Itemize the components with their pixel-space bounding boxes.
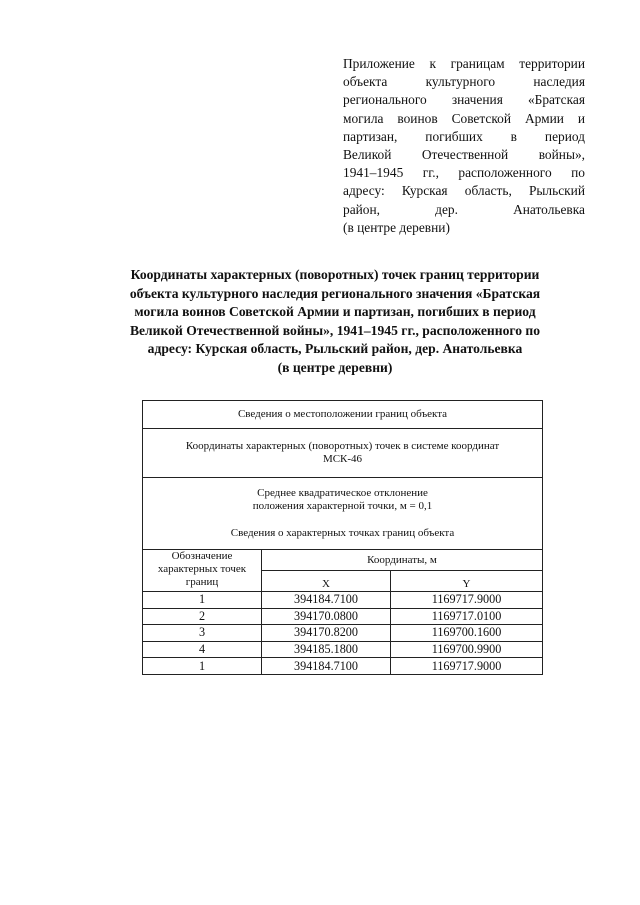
x-header: X <box>262 571 391 592</box>
accuracy-line: Среднее квадратическое отклонение <box>257 487 428 499</box>
appendix-line: регионального значения «Братская <box>343 92 585 108</box>
appendix-line: Великой Отечественной войны», <box>343 147 585 163</box>
heading-line: Координаты характерных (поворотных) точек границ территории <box>130 267 540 282</box>
coordinates-header: Координаты, м <box>262 550 543 571</box>
heading-line: (в центре деревни) <box>277 359 393 375</box>
appendix-line: партизан, погибших в период <box>343 128 585 144</box>
appendix-line: адресу: Курская область, Рыльский <box>343 183 585 199</box>
point-id: 1 <box>143 658 262 675</box>
y-header: Y <box>391 571 543 592</box>
document-heading <box>96 266 574 377</box>
table-row <box>143 592 543 609</box>
y-value: 1169700.1600 <box>391 625 543 642</box>
table-row <box>143 625 543 642</box>
coordinate-system-cell <box>143 429 543 478</box>
y-value: 1169717.9000 <box>391 592 543 609</box>
point-id: 1 <box>143 592 262 609</box>
point-id: 3 <box>143 625 262 642</box>
coordinates-table <box>142 400 543 675</box>
heading-line: Великой Отечественной войны», 1941–1945 гг., расположенного по <box>129 322 541 338</box>
table-row <box>143 608 543 625</box>
y-value: 1169717.9000 <box>391 658 543 675</box>
x-value: 394185.1800 <box>262 641 391 658</box>
appendix-note <box>343 55 585 237</box>
coordinate-system-line: Координаты характерных (поворотных) точек в системе координат <box>185 440 500 452</box>
appendix-line: могила воинов Советской Армии и <box>343 110 585 126</box>
y-value: 1169700.9900 <box>391 641 543 658</box>
table-row <box>143 658 543 675</box>
coordinate-system-name: МСК-46 <box>322 453 363 465</box>
table-title: Сведения о местоположении границ объекта <box>143 401 543 429</box>
heading-line: объекта культурного наследия регионального значения «Братская <box>129 285 541 301</box>
point-id: 2 <box>143 608 262 625</box>
y-value: 1169717.0100 <box>391 608 543 625</box>
appendix-line: район, дер. Анатольевка <box>343 201 585 217</box>
points-info: Сведения о характерных точках границ объекта <box>230 527 455 539</box>
point-id: 4 <box>143 641 262 658</box>
x-value: 394184.7100 <box>262 658 391 675</box>
appendix-line: Приложение к границам территории <box>343 56 585 71</box>
heading-line: адресу: Курская область, Рыльский район, дер. Анатольевка <box>147 341 523 356</box>
accuracy-value: положения характерной точки, м = 0,1 <box>252 500 433 512</box>
x-value: 394184.7100 <box>262 592 391 609</box>
designation-header: Обозначение характерных точек границ <box>143 550 262 592</box>
appendix-line: 1941–1945 гг., расположенного по <box>343 165 585 181</box>
heading-line: могила воинов Советской Армии и партизан, погибших в период <box>134 304 536 319</box>
x-value: 394170.0800 <box>262 608 391 625</box>
appendix-line: (в центре деревни) <box>343 219 450 235</box>
accuracy-cell <box>143 478 543 550</box>
appendix-line: объекта культурного наследия <box>343 74 585 90</box>
table-row <box>143 641 543 658</box>
x-value: 394170.8200 <box>262 625 391 642</box>
